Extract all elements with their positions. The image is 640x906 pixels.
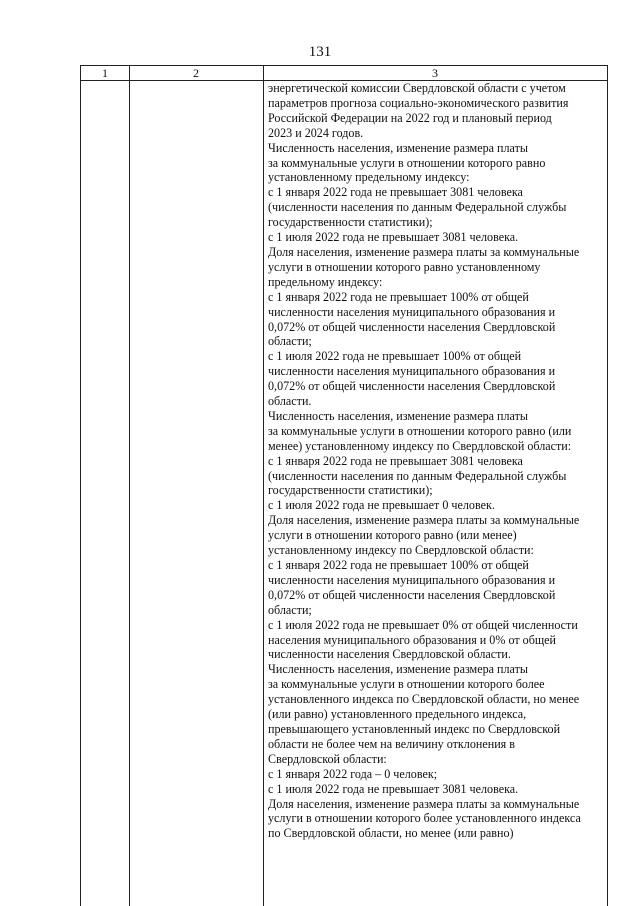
text-line: численности населения муниципального образования и: [268, 364, 556, 379]
text-line: (численности населения по данным Федеральной службы: [268, 468, 567, 483]
text-line: установленному предельному индексу:: [268, 170, 470, 185]
text-line: с 1 июля 2022 года не превышает 100% от общей: [268, 349, 522, 364]
text-line: предельному индексу:: [268, 274, 383, 289]
text-line: Доля населения, изменение размера платы за коммунальные: [268, 244, 580, 259]
text-line: превышающего установленный индекс по Свердловской: [268, 721, 561, 736]
text-line: с 1 января 2022 года – 0 человек;: [268, 766, 438, 781]
text-line: государственности статистики);: [268, 215, 433, 230]
text-line: численности населения муниципального образования и: [268, 304, 556, 319]
text-line: 0,072% от общей численности населения Свердловской: [268, 379, 556, 394]
text-line: с 1 июля 2022 года не превышает 0% от общей численности: [268, 617, 578, 632]
text-line: области;: [268, 334, 312, 349]
column-header-1: 1: [102, 66, 108, 80]
text-line: по Свердловской области, но менее (или равно): [268, 826, 514, 841]
text-line: области не более чем на величину отклонения в: [268, 736, 515, 751]
text-line: (или равно) установленного предельного индекса,: [268, 707, 527, 722]
text-line: Численность населения, изменение размера платы: [268, 140, 528, 155]
text-line: за коммунальные услуги в отношении которого равно (или: [268, 423, 572, 438]
text-line: с 1 января 2022 года не превышает 100% от общей: [268, 558, 529, 572]
column-header-3: 3: [432, 66, 438, 80]
text-line: с 1 января 2022 года не превышает 3081 человека: [268, 453, 523, 468]
text-line: с 1 июля 2022 года не превышает 3081 человека.: [268, 781, 519, 796]
text-line: Свердловской области:: [268, 751, 387, 766]
text-line: Численность населения, изменение размера платы: [268, 662, 528, 677]
text-line: 2023 и 2024 годов.: [268, 125, 364, 140]
text-line: области.: [268, 394, 312, 409]
text-line: за коммунальные услуги в отношении которого более: [268, 677, 545, 692]
text-line: Доля населения, изменение размера платы за коммунальные: [268, 796, 580, 811]
text-line: численности населения Свердловской области.: [268, 647, 511, 662]
text-line: менее) установленному индексу по Свердловской области:: [268, 438, 572, 453]
column-divider-2: [263, 66, 264, 906]
text-line: установленного индекса по Свердловской области, но менее: [268, 692, 580, 707]
text-line: 0,072% от общей численности населения Свердловской: [268, 319, 556, 334]
text-line: Численность населения, изменение размера платы: [268, 408, 528, 423]
text-line: установленному индексу по Свердловской области:: [268, 543, 534, 558]
column-header-2: 2: [193, 66, 199, 80]
column-3-text: [268, 81, 606, 841]
page-number: 131: [308, 44, 332, 60]
text-line: энергетической комиссии Свердловской области с учетом: [268, 81, 566, 95]
text-line: с 1 января 2022 года не превышает 100% от общей: [268, 289, 529, 304]
text-line: государственности статистики);: [268, 483, 433, 498]
text-line: с 1 января 2022 года не превышает 3081 человека: [268, 185, 523, 200]
text-line: населения муниципального образования и 0% от общей: [268, 632, 556, 647]
column-divider-1: [129, 66, 130, 906]
text-line: (численности населения по данным Федеральной службы: [268, 200, 567, 215]
text-line: 0,072% от общей численности населения Свердловской: [268, 587, 556, 602]
text-line: Доля населения, изменение размера платы за коммунальные: [268, 513, 580, 528]
text-line: с 1 июля 2022 года не превышает 0 человек.: [268, 498, 495, 513]
text-line: услуги в отношении которого равно (или менее): [268, 528, 517, 543]
text-line: области;: [268, 602, 312, 617]
text-line: за коммунальные услуги в отношении которого равно: [268, 155, 546, 170]
text-line: с 1 июля 2022 года не превышает 3081 человека.: [268, 230, 519, 245]
document-table: [80, 65, 608, 906]
text-line: услуги в отношении которого равно установленному: [268, 259, 541, 274]
text-line: численности населения муниципального образования и: [268, 572, 556, 587]
text-line: Российской Федерации на 2022 год и плановый период: [268, 110, 552, 125]
text-line: параметров прогноза социально-экономического развития: [268, 95, 569, 110]
text-line: услуги в отношении которого более установленного индекса: [268, 811, 581, 826]
